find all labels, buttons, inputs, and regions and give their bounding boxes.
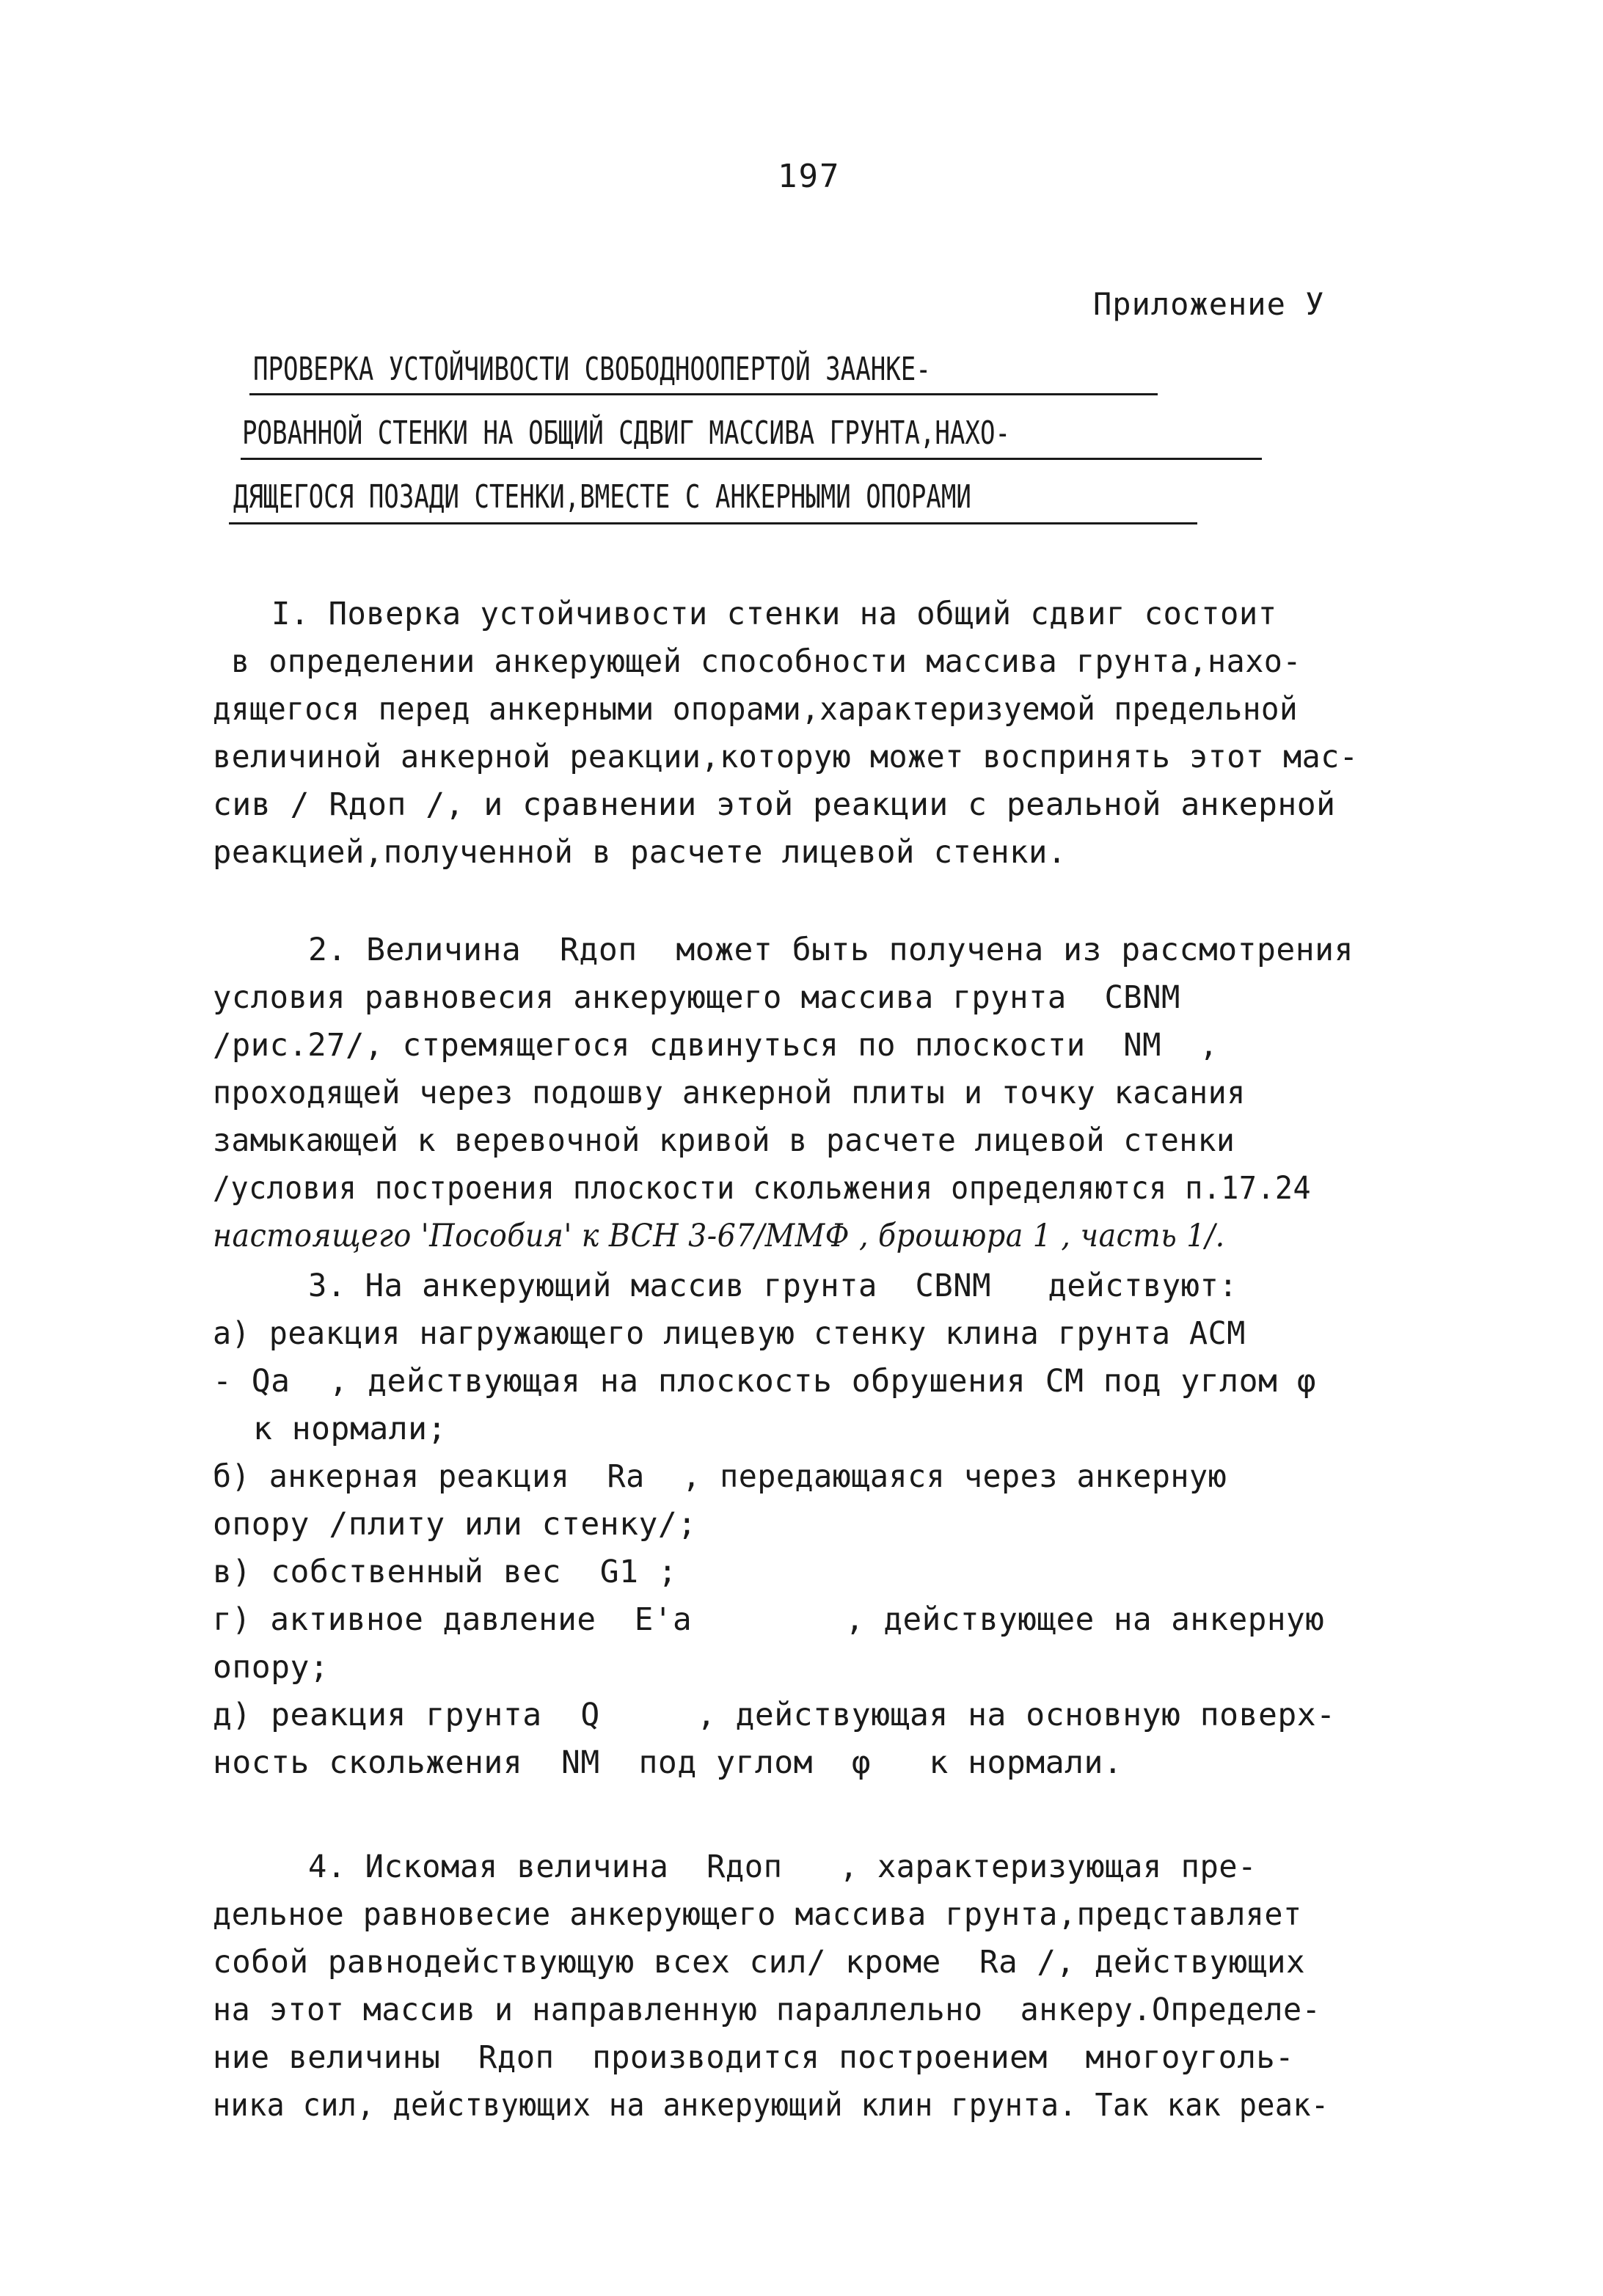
body-line-23: д) реакция грунта Q , действующая на основную поверх- — [213, 1697, 1336, 1733]
body-line-20: в) собственный вес G1 ; — [213, 1554, 678, 1590]
body-line-11: замыкающей к веревочной кривой в расчете лицевой стенки — [213, 1122, 1235, 1159]
body-line-28: на этот массив и направленную параллельно анкеру.Определе- — [213, 1992, 1321, 2028]
body-line-3: дящегося перед анкерными опорами,характеризуемой предельной — [213, 691, 1299, 728]
body-line-2: в определении анкерующей способности массива грунта,нахо- — [231, 643, 1302, 680]
body-line-6: реакцией,полученной в расчете лицевой стенки. — [213, 834, 1067, 871]
title-underline-1 — [249, 393, 1158, 395]
title-line-2: РОВАННОЙ СТЕНКИ НА ОБЩИЙ СДВИГ МАССИВА ГРУНТА,НАХО- — [242, 414, 1011, 452]
body-line-19: опору /плиту или стенку/; — [213, 1506, 697, 1543]
body-line-27: собой равнодействующую всех сил/ кроме Ra /, действующих — [213, 1944, 1306, 1981]
body-line-18: б) анкерная реакция Ra , передающаяся через анкерную — [213, 1458, 1227, 1495]
body-line-26: дельное равновесие анкерующего массива грунта,представляет — [213, 1896, 1302, 1933]
title-underline-2 — [241, 458, 1262, 460]
body-line-7: 2. Величина Rдоп может быть получена из рассмотрения — [308, 932, 1354, 968]
body-line-8: условия равновесия анкерующего массива грунта CBNM — [213, 979, 1180, 1016]
body-line-30: ника сил, действующих на анкерующий клин грунта. Так как реак- — [213, 2087, 1329, 2124]
body-line-21: г) активное давление E'a , действующее на анкерную — [213, 1601, 1325, 1638]
appendix-label: Приложение У — [1093, 286, 1325, 322]
title-underline-3 — [229, 522, 1197, 524]
body-line-1: I. Поверка устойчивости стенки на общий сдвиг состоит — [271, 596, 1277, 632]
body-line-12: /условия построения плоскости скольжения определяются п.17.24 — [213, 1170, 1312, 1207]
body-line-29: ние величины Rдоп производится построением многоуголь- — [213, 2039, 1295, 2076]
body-line-4: величиной анкерной реакции,которую может воспринять этот мас- — [213, 739, 1359, 775]
body-line-15: а) реакция нагружающего лицевую стенку клина грунта АСМ — [213, 1315, 1246, 1352]
body-line-9: /рис.27/, стремящегося сдвинуться по плоскости NM , — [213, 1027, 1219, 1064]
title-line-1: ПРОВЕРКА УСТОЙЧИВОСТИ СВОБОДНООПЕРТОЙ ЗААНКЕ- — [253, 351, 931, 388]
body-line-24: ность скольжения NM под углом φ к нормали. — [213, 1744, 1123, 1781]
body-line-17: к нормали; — [253, 1411, 447, 1447]
body-line-13: настоящего 'Пособия' к ВСН 3-67/ММФ , брошюра 1 , часть 1/. — [213, 1218, 1225, 1254]
body-line-22: опору; — [213, 1649, 329, 1686]
body-line-10: проходящей через подошву анкерной плиты и точку касания — [213, 1075, 1246, 1111]
title-line-3: ДЯЩЕГОСЯ ПОЗАДИ СТЕНКИ,ВМЕСТЕ С АНКЕРНЫМИ ОПОРАМИ — [233, 478, 971, 516]
page-number: 197 — [778, 158, 841, 195]
body-line-16: - Qa , действующая на плоскость обрушения СМ под углом φ — [213, 1363, 1317, 1400]
body-line-14: 3. На анкерующий массив грунта CBNM действуют: — [308, 1268, 1238, 1304]
body-line-25: 4. Искомая величина Rдоп , характеризующая пре- — [308, 1849, 1257, 1885]
body-line-5: сив / Rдоп /, и сравнении этой реакции с реальной анкерной — [213, 786, 1336, 823]
